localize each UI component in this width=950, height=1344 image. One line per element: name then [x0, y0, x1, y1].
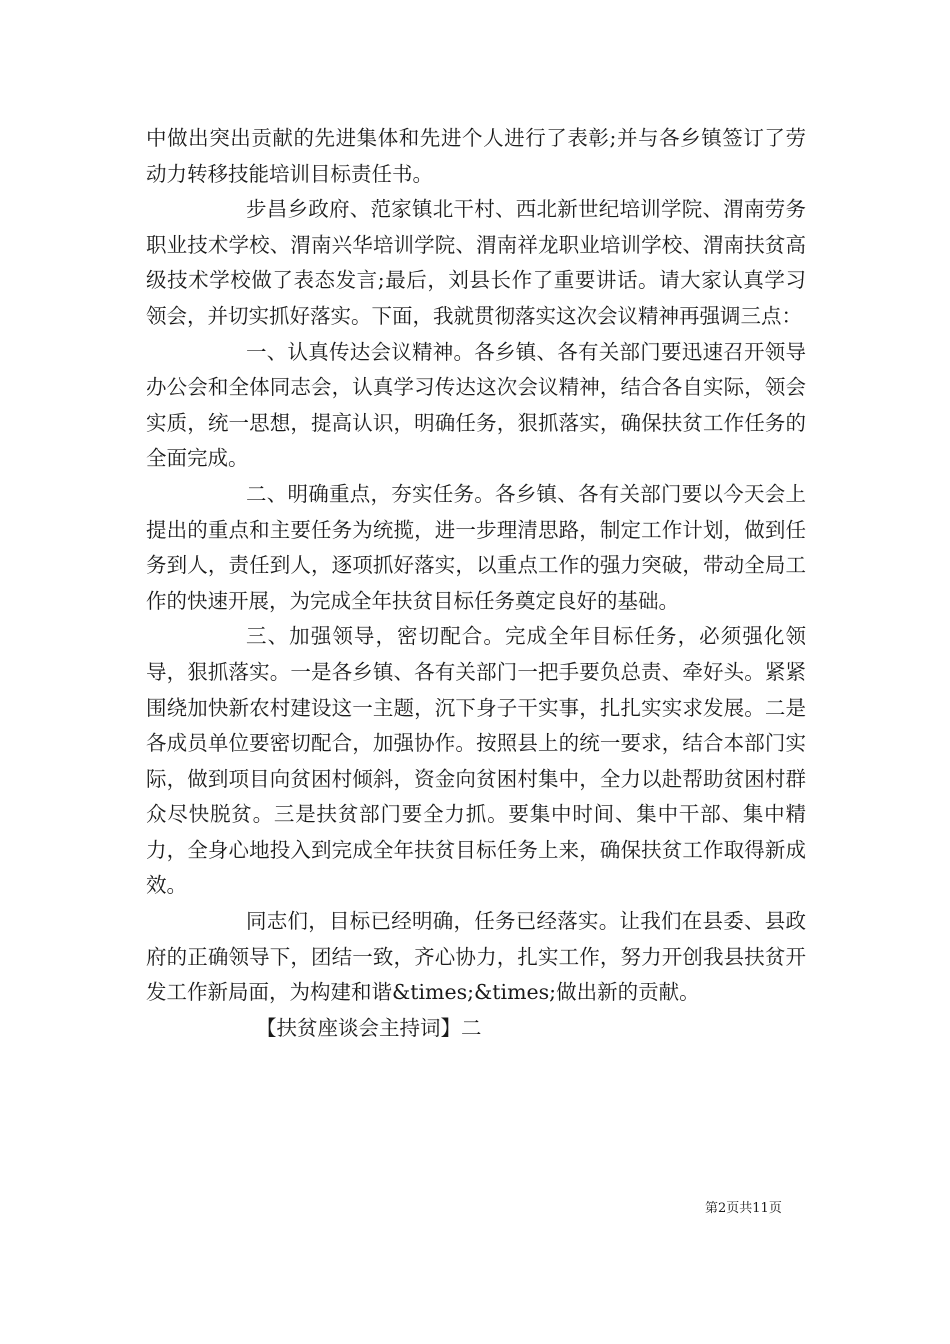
paragraph-1: 中做出突出贡献的先进集体和先进个人进行了表彰;并与各乡镇签订了劳动力转移技能培训目标责任书。: [146, 126, 806, 186]
document-body: [146, 121, 806, 1046]
section-heading: 【扶贫座谈会主持词】二: [256, 1015, 482, 1040]
paragraph-2: 步昌乡政府、范家镇北干村、西北新世纪培训学院、渭南劳务职业技术学校、渭南兴华培训学院、渭南祥龙职业培训学校、渭南扶贫高级技术学校做了表态发言;最后，刘县长作了重要讲话。请大家认真学习领会，并切实抓好落实。下面，我就贯彻落实这次会议精神再强调三点：: [146, 197, 806, 328]
page-number-footer: 第2页共11页: [705, 1201, 782, 1216]
paragraph-5: 三、加强领导，密切配合。完成全年目标任务，必须强化领导，狠抓落实。一是各乡镇、各有关部门一把手要负总责、牵好头。紧紧围绕加快新农村建设这一主题，沉下身子干实事，扎扎实实求发展。二是各成员单位要密切配合，加强协作。按照县上的统一要求，结合本部门实际，做到项目向贫困村倾斜，资金向贫困村集中，全力以赴帮助贫困村群众尽快脱贫。三是扶贫部门要全力抓。要集中时间、集中干部、集中精力，全身心地投入到完成全年扶贫目标任务上来，确保扶贫工作取得新成效。: [146, 624, 806, 898]
paragraph-3: 一、认真传达会议精神。各乡镇、各有关部门要迅速召开领导办公会和全体同志会，认真学习传达这次会议精神，结合各自实际，领会实质，统一思想，提高认识，明确任务，狠抓落实，确保扶贫工作任务的全面完成。: [146, 339, 806, 471]
paragraph-4: 二、明确重点，夯实任务。各乡镇、各有关部门要以今天会上提出的重点和主要任务为统揽，进一步理清思路，制定工作计划，做到任务到人，责任到人，逐项抓好落实，以重点工作的强力突破，带动全局工作的快速开展，为完成全年扶贫目标任务奠定良好的基础。: [146, 481, 806, 613]
paragraph-6: 同志们，目标已经明确，任务已经落实。让我们在县委、县政府的正确领导下，团结一致，齐心协力，扎实工作，努力开创我县扶贫开发工作新局面，为构建和谐&times;&times;做出新的贡献。: [146, 909, 806, 1005]
